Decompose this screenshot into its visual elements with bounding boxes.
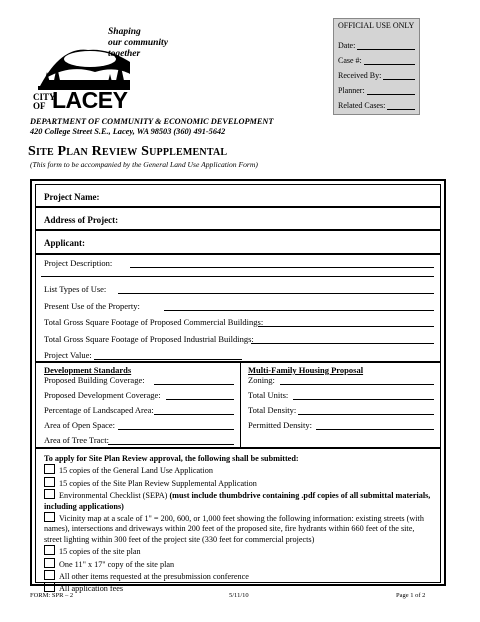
landscaped-area-line[interactable] — [154, 414, 234, 415]
permitted-density-label: Permitted Density: — [248, 420, 312, 430]
footer-page: Page 1 of 2 — [396, 592, 426, 599]
landscaped-area-label: Percentage of Landscaped Area: — [44, 405, 154, 415]
development-coverage-label: Proposed Development Coverage: — [44, 390, 161, 400]
official-date-field[interactable]: Date: — [338, 35, 415, 50]
total-units-label: Total Units: — [248, 390, 289, 400]
logo-lacey: LACEY — [52, 87, 128, 113]
checkbox[interactable] — [44, 582, 55, 592]
list-types-label: List Types of Use: — [44, 284, 107, 294]
official-received-by-field[interactable]: Received By: — [338, 65, 415, 80]
department-address: 420 College Street S.E., Lacey, WA 98503 (360) 491-5642 — [30, 127, 226, 136]
building-coverage-label: Proposed Building Coverage: — [44, 375, 145, 385]
official-case-field[interactable]: Case #: — [338, 50, 415, 65]
total-units-line[interactable] — [293, 399, 434, 400]
project-description-line-1[interactable] — [130, 267, 434, 268]
submittal-block — [35, 448, 441, 594]
project-description-line-2[interactable] — [41, 276, 434, 277]
open-space-label: Area of Open Space: — [44, 420, 116, 430]
present-use-label: Present Use of the Property: — [44, 301, 140, 311]
official-use-box — [333, 18, 420, 115]
submittal-item: Environmental Checklist (SEPA) (must include thumbdrive containing .pdf copies of all submittal materials, including applications) — [44, 491, 431, 511]
page-subtitle: (This form to be accompanied by the General Land Use Application Form) — [30, 160, 258, 169]
tree-tract-line[interactable] — [108, 444, 234, 445]
development-coverage-line[interactable] — [166, 399, 234, 400]
department-name: DEPARTMENT OF COMMUNITY & ECONOMIC DEVELOPMENT — [30, 117, 274, 126]
present-use-line[interactable] — [164, 310, 434, 311]
project-address-field[interactable]: Address of Project: — [35, 207, 441, 230]
footer-form-number: FORM: SPR – 2 — [30, 592, 74, 599]
submittal-heading: To apply for Site Plan Review approval, the following shall be submitted: — [44, 454, 299, 463]
checkbox[interactable] — [44, 570, 55, 580]
project-details-block — [35, 254, 441, 362]
footer-date: 5/11/10 — [229, 592, 249, 599]
building-coverage-line[interactable] — [154, 384, 234, 385]
submittal-item: One 11" x 17" copy of the site plan — [44, 558, 434, 570]
multi-family-heading: Multi-Family Housing Proposal — [248, 365, 364, 375]
checkbox[interactable] — [44, 489, 55, 499]
project-value-label: Project Value: — [44, 350, 92, 360]
official-use-heading: OFFICIAL USE ONLY — [338, 21, 415, 30]
logo-city-of: CITY OF — [33, 92, 56, 111]
permitted-density-line[interactable] — [316, 429, 434, 430]
tree-tract-label: Area of Tree Tract: — [44, 435, 109, 445]
checkbox[interactable] — [44, 477, 55, 487]
open-space-line[interactable] — [118, 429, 234, 430]
checkbox[interactable] — [44, 464, 55, 474]
submittal-item: 15 copies of the Site Plan Review Supplemental Application — [44, 477, 434, 489]
project-value-line[interactable] — [94, 359, 242, 360]
submittal-item: 15 copies of the site plan — [44, 545, 434, 557]
zoning-label: Zoning: — [248, 375, 275, 385]
checkbox[interactable] — [44, 512, 55, 522]
applicant-field[interactable]: Applicant: — [35, 230, 441, 254]
total-density-label: Total Density: — [248, 405, 297, 415]
submittal-list — [44, 454, 434, 595]
standards-block — [35, 362, 441, 448]
industrial-sqft-label: Total Gross Square Footage of Proposed Industrial Buildings: — [44, 334, 254, 344]
logo-tagline: Shaping our community together — [108, 27, 168, 59]
industrial-sqft-line[interactable] — [251, 343, 434, 344]
commercial-sqft-label: Total Gross Square Footage of Proposed Commercial Buildings: — [44, 317, 264, 327]
checkbox[interactable] — [44, 558, 55, 568]
total-density-line[interactable] — [298, 414, 434, 415]
project-description-label: Project Description: — [44, 258, 113, 268]
list-types-line[interactable] — [118, 293, 434, 294]
development-standards-heading: Development Standards — [44, 365, 132, 375]
site-plan-form — [30, 179, 446, 594]
submittal-item: Vicinity map at a scale of 1" = 200, 600, or 1,000 feet showing the following information: existing streets (with names), intersections and driveways within 200 feet of the proposed site, fire hydrants within 660 feet of the site, street lighting within 300 feet of the project site (330 feet for commercial projects) — [44, 514, 424, 544]
page-title: Site Plan Review Supplemental — [28, 144, 228, 159]
commercial-sqft-line[interactable] — [258, 326, 434, 327]
project-name-field[interactable]: Project Name: — [35, 184, 441, 207]
official-planner-field[interactable]: Planner: — [338, 80, 415, 95]
official-related-cases-field[interactable]: Related Cases: — [338, 95, 415, 110]
checkbox[interactable] — [44, 545, 55, 555]
submittal-item: All application fees — [44, 582, 434, 594]
submittal-item: All other items requested at the presubmission conference — [44, 570, 434, 582]
zoning-line[interactable] — [280, 384, 434, 385]
submittal-item: 15 copies of the General Land Use Application — [44, 464, 434, 476]
